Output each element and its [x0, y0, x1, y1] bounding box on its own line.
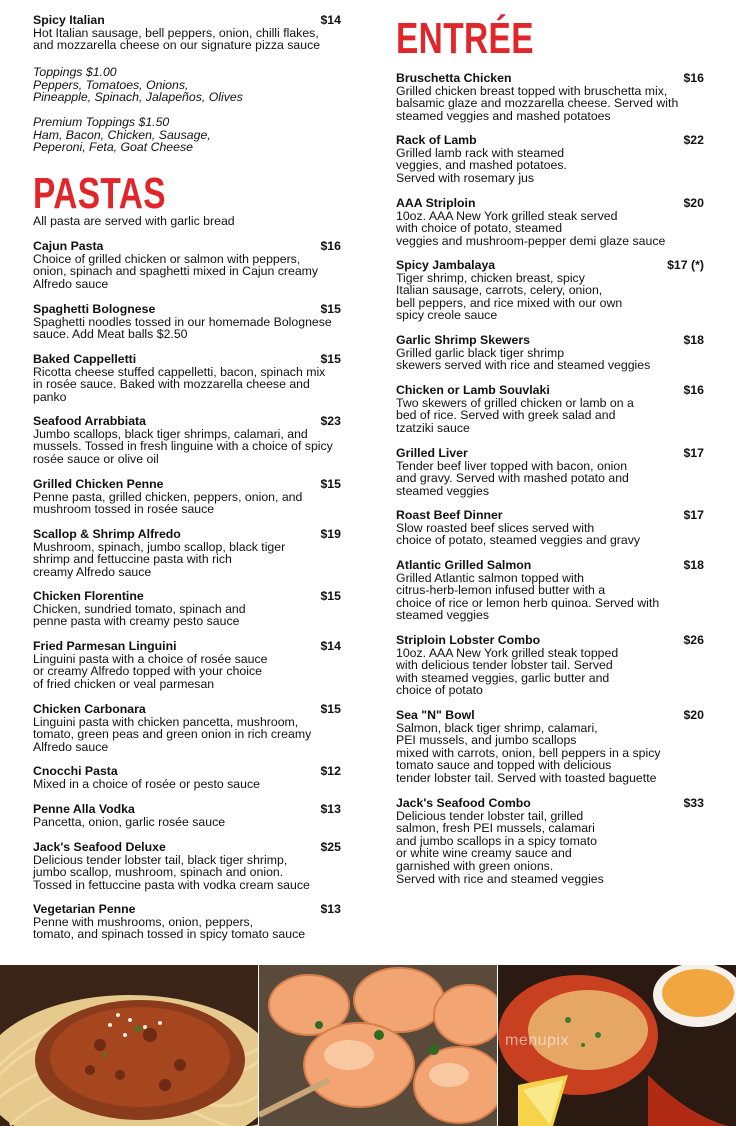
item-description: Choice of grilled chicken or salmon with peppers, onion, spinach and spaghetti mixed in Cajun creamy Alfredo sauce [33, 251, 319, 291]
item-description: Grilled lamb rack with steamed veggies, and mashed potatoes. Served with rosemary jus [396, 145, 567, 185]
item-name: Garlic Shrimp Skewers [396, 333, 530, 347]
menu-item [33, 841, 341, 891]
menu-item [33, 415, 341, 465]
item-description: Salmon, black tiger shrimp, calamari, PEI mussels, and jumbo scallops mixed with carrots, onion, bell peppers in a spicy tomato sauce and topped with delicious tender lobster tail. Served with toasted baguette [396, 720, 661, 785]
item-name: Roast Beef Dinner [396, 508, 503, 522]
item-price: $13 [320, 802, 341, 816]
item-price: $16 [683, 71, 704, 85]
menu-item [33, 765, 341, 790]
menu-item [396, 384, 704, 434]
item-name: Rack of Lamb [396, 133, 477, 147]
item-price: $15 [320, 477, 341, 491]
item-description: 10oz. AAA New York grilled steak served with choice of potato, steamed veggies and mushroom-pepper demi glaze sauce [396, 208, 666, 248]
item-price: $15 [320, 352, 341, 366]
item-price: $14 [320, 639, 341, 653]
item-price: $17 [683, 508, 704, 522]
item-price: $14 [320, 13, 341, 27]
menu-item [396, 634, 704, 697]
item-description: Two skewers of grilled chicken or lamb on a bed of rice. Served with greek salad and tzatziki sauce [396, 395, 634, 435]
item-price: $23 [320, 414, 341, 428]
item-name: Striploin Lobster Combo [396, 633, 541, 647]
item-description: Spaghetti noodles tossed in our homemade Bolognese sauce. Add Meat balls $2.50 [33, 314, 332, 342]
spaghetti-bolognese-photo [0, 965, 258, 1126]
menu-item [33, 803, 341, 828]
item-description: Hot Italian sausage, bell peppers, onion, chilli flakes, and mozzarella cheese on our signature pizza sauce [33, 25, 321, 53]
menu-item [396, 72, 704, 122]
item-price: $33 [683, 796, 704, 810]
item-price: $16 [320, 239, 341, 253]
item-name: Baked Cappelletti [33, 352, 137, 366]
menu-item [33, 478, 341, 516]
item-description: Penne with mushrooms, onion, peppers, tomato, and spinach tossed in spicy tomato sauce [33, 914, 306, 942]
item-description: Delicious tender lobster tail, black tiger shrimp, jumbo scallop, mushroom, spinach and onion. Tossed in fettuccine pasta with vodka cream sauce [33, 852, 310, 892]
menu-item [396, 197, 704, 247]
menu-item [396, 509, 704, 547]
item-description: Ricotta cheese stuffed cappelletti, bacon, spinach mix in rosée sauce. Baked with mozzarella cheese and panko [33, 364, 326, 404]
item-name: Fried Parmesan Linguini [33, 639, 177, 653]
item-name: Atlantic Grilled Salmon [396, 558, 532, 572]
item-name: Seafood Arrabbiata [33, 414, 146, 428]
menu-item [396, 797, 704, 885]
item-price: $16 [683, 383, 704, 397]
menu-item [33, 590, 341, 628]
item-name: Bruschetta Chicken [396, 71, 512, 85]
item-description: Mixed in a choice of rosée or pesto sauce [33, 776, 260, 791]
item-name: Jack's Seafood Deluxe [33, 840, 166, 854]
item-price: $22 [683, 133, 704, 147]
pastas-note: All pasta are served with garlic bread [33, 214, 235, 228]
item-name: Spicy Italian [33, 13, 105, 27]
item-name: Penne Alla Vodka [33, 802, 135, 816]
item-name: Chicken or Lamb Souvlaki [396, 383, 550, 397]
item-description: Slow roasted beef slices served with choice of potato, steamed veggies and gravy [396, 520, 641, 548]
item-description: Chicken, sundried tomato, spinach and penne pasta with creamy pesto sauce [33, 601, 246, 629]
item-name: Scallop & Shrimp Alfredo [33, 527, 181, 541]
garlic-shrimp-photo [259, 965, 497, 1126]
item-price: $17 [683, 446, 704, 460]
menu-item [396, 134, 704, 184]
item-price: $20 [683, 196, 704, 210]
item-description: Tiger shrimp, chicken breast, spicy Italian sausage, carrots, celery, onion, bell peppers, and rice mixed with our own spicy creole sauce [396, 270, 623, 323]
menu-item [396, 447, 704, 497]
item-description: Grilled garlic black tiger shrimp skewers served with rice and steamed veggies [396, 345, 651, 373]
menu-item [33, 353, 341, 403]
item-description: Jumbo scallops, black tiger shrimps, calamari, and mussels. Tossed in fresh linguine with a choice of spicy rosée sauce or olive oil [33, 426, 333, 466]
premium-toppings-block: Premium Toppings $1.50 Ham, Bacon, Chicken, Sausage, Peperoni, Feta, Goat Cheese [33, 115, 211, 155]
item-description: Linguini pasta with chicken pancetta, mushroom, tomato, green peas and green onion in rich creamy Alfredo sauce [33, 714, 312, 754]
menu-item [33, 703, 341, 753]
menu-item [396, 334, 704, 372]
toppings-block: Toppings $1.00 Peppers, Tomatoes, Onions, Pineapple, Spinach, Jalapeños, Olives [33, 65, 243, 105]
item-description: Grilled chicken breast topped with bruschetta mix, balsamic glaze and mozzarella cheese. Served with steamed veggies and mashed potatoes [396, 83, 679, 123]
item-price: $13 [320, 902, 341, 916]
item-name: Chicken Florentine [33, 589, 144, 603]
entree-heading: ENTRÉE [396, 14, 534, 63]
item-name: Cajun Pasta [33, 239, 104, 253]
item-name: Sea "N" Bowl [396, 708, 475, 722]
item-description: Linguini pasta with a choice of rosée sauce or creamy Alfredo topped with your choice of fried chicken or veal parmesan [33, 651, 268, 691]
item-name: AAA Striploin [396, 196, 476, 210]
item-price: $19 [320, 527, 341, 541]
item-name: Grilled Liver [396, 446, 468, 460]
menu-item [396, 559, 704, 622]
item-price: $15 [320, 589, 341, 603]
menu-item [33, 240, 341, 290]
item-description: Penne pasta, grilled chicken, peppers, onion, and mushroom tossed in rosée sauce [33, 489, 303, 517]
menu-item-spicy-italian [33, 14, 341, 52]
item-name: Vegetarian Penne [33, 902, 136, 916]
item-price: $26 [683, 633, 704, 647]
item-price: $12 [320, 764, 341, 778]
watermark-text: menupix [505, 1032, 569, 1049]
item-price: $18 [683, 558, 704, 572]
pastas-heading: PASTAS [33, 169, 166, 218]
item-name: Chicken Carbonara [33, 702, 146, 716]
item-price: $17 (*) [667, 258, 704, 272]
item-description: Mushroom, spinach, jumbo scallop, black tiger shrimp and fettuccine pasta with rich creamy Alfredo sauce [33, 539, 286, 579]
item-name: Spaghetti Bolognese [33, 302, 156, 316]
item-price: $25 [320, 840, 341, 854]
menu-item [33, 903, 341, 941]
item-price: $20 [683, 708, 704, 722]
item-price: $18 [683, 333, 704, 347]
item-description: Delicious tender lobster tail, grilled salmon, fresh PEI mussels, calamari and jumbo scallops in a spicy tomato or white wine creamy sauce and garnished with green onions. Served with rice and steamed veggies [396, 808, 604, 886]
menu-item [396, 709, 704, 785]
item-description: Tender beef liver topped with bacon, onion and gravy. Served with mashed potato and steamed veggies [396, 458, 629, 498]
menu-item [396, 259, 704, 322]
menu-item [33, 303, 341, 341]
item-description: 10oz. AAA New York grilled steak topped with delicious tender lobster tail. Served with steamed veggies, garlic butter and choice of potato [396, 645, 619, 698]
item-name: Jack's Seafood Combo [396, 796, 531, 810]
item-name: Grilled Chicken Penne [33, 477, 164, 491]
item-price: $15 [320, 302, 341, 316]
item-name: Spicy Jambalaya [396, 258, 496, 272]
menu-item [33, 528, 341, 578]
item-description: Pancetta, onion, garlic rosée sauce [33, 814, 226, 829]
item-price: $15 [320, 702, 341, 716]
photo-strip [0, 965, 736, 1126]
item-name: Cnocchi Pasta [33, 764, 118, 778]
item-description: Grilled Atlantic salmon topped with citrus-herb-lemon infused butter with a choice of rice or lemon herb quinoa. Served with steamed veggies [396, 570, 660, 623]
menu-item [33, 640, 341, 690]
